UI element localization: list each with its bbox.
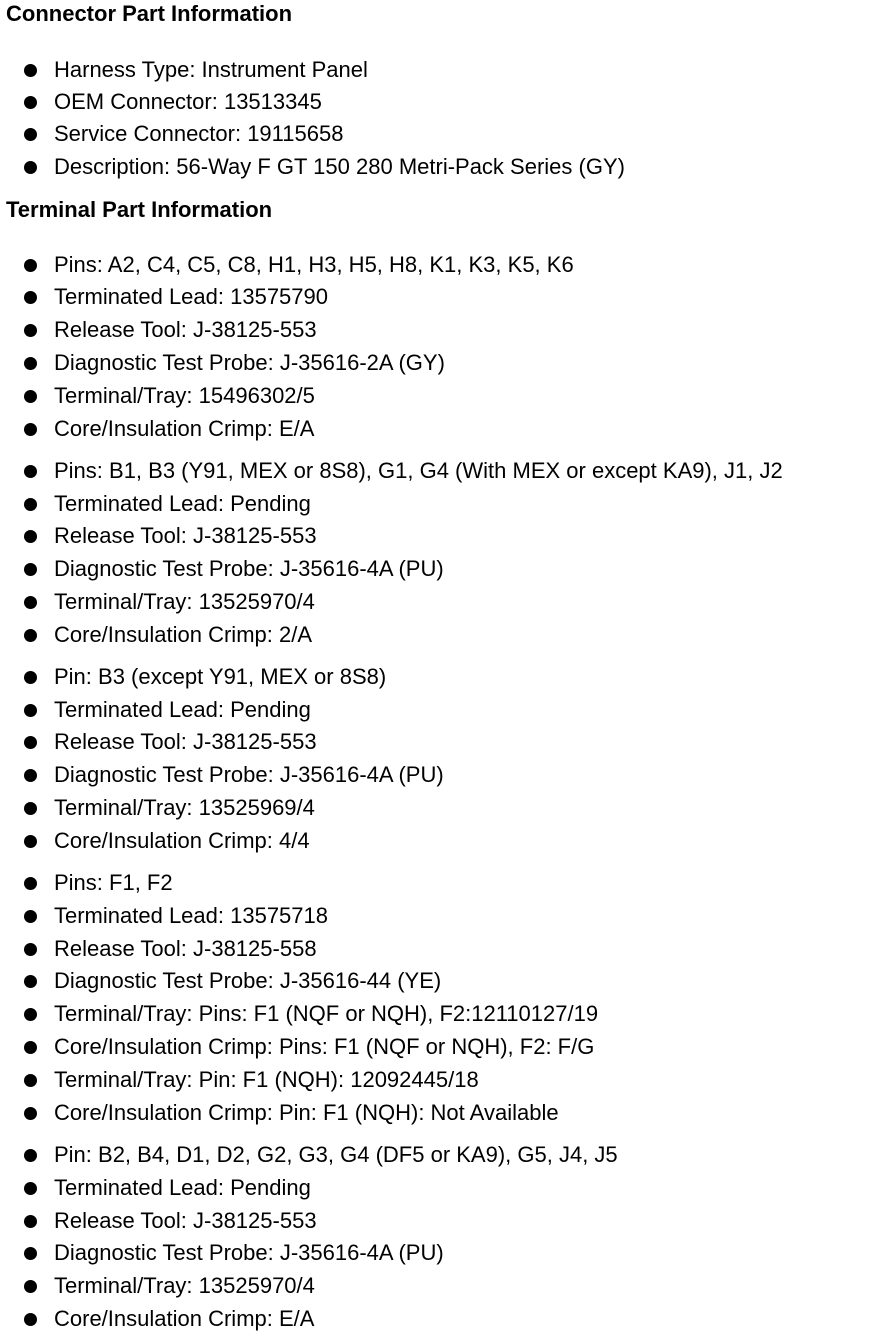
bullet-icon — [24, 530, 37, 543]
list-item-text: Terminal/Tray: Pin: F1 (NQH): 12092445/18 — [54, 1067, 479, 1092]
list-item-text: Diagnostic Test Probe: J-35616-44 (YE) — [54, 968, 442, 993]
bullet-icon — [24, 1074, 37, 1087]
bullet-icon — [24, 423, 37, 436]
list-item-text: Pin: B3 (except Y91, MEX or 8S8) — [54, 664, 387, 689]
bullet-icon — [24, 629, 37, 642]
bullet-icon — [24, 671, 37, 684]
bullet-icon — [24, 1041, 37, 1054]
bullet-icon — [24, 498, 37, 511]
bullet-icon — [24, 128, 37, 141]
bullet-icon — [24, 465, 37, 478]
list-item-text: Terminal/Tray: 13525970/4 — [54, 589, 315, 614]
list-item-text: Pin: B2, B4, D1, D2, G2, G3, G4 (DF5 or KA9), G5, J4, J5 — [54, 1142, 618, 1167]
list-item-text: Description: 56-Way F GT 150 280 Metri-Pack Series (GY) — [54, 154, 625, 179]
bullet-icon — [24, 910, 37, 923]
list-item-text: Terminated Lead: 13575718 — [54, 903, 328, 928]
list-item-text: Core/Insulation Crimp: Pins: F1 (NQF or NQH), F2: F/G — [54, 1034, 595, 1059]
bullet-icon — [24, 835, 37, 848]
list-item-text: Terminal/Tray: 15496302/5 — [54, 383, 315, 408]
list-item-text: Core/Insulation Crimp: Pin: F1 (NQH): Not Available — [54, 1100, 559, 1125]
list-item-text: Pins: A2, C4, C5, C8, H1, H3, H5, H8, K1, K3, K5, K6 — [54, 252, 574, 277]
terminal-section-title: Terminal Part Information — [6, 197, 273, 222]
bullet-icon — [24, 975, 37, 988]
bullet-icon — [24, 1247, 37, 1260]
list-item-text: Terminated Lead: 13575790 — [54, 284, 328, 309]
list-item-text: Release Tool: J-38125-553 — [54, 1208, 317, 1233]
list-item-text: Terminated Lead: Pending — [54, 491, 311, 516]
bullet-icon — [24, 1107, 37, 1120]
bullet-icon — [24, 324, 37, 337]
bullet-icon — [24, 1215, 37, 1228]
bullet-icon — [24, 1149, 37, 1162]
bullet-icon — [24, 1280, 37, 1293]
list-item-text: Release Tool: J-38125-553 — [54, 523, 317, 548]
bullet-icon — [24, 161, 37, 174]
bullet-icon — [24, 563, 37, 576]
bullet-icon — [24, 96, 37, 109]
list-item-text: Release Tool: J-38125-558 — [54, 936, 317, 961]
list-item-text: Core/Insulation Crimp: E/A — [54, 416, 315, 441]
list-item-text: Core/Insulation Crimp: 4/4 — [54, 828, 310, 853]
list-item-text: Terminal/Tray: Pins: F1 (NQF or NQH), F2:12110127/19 — [54, 1001, 599, 1026]
list-item-text: Terminated Lead: Pending — [54, 697, 311, 722]
bullet-icon — [24, 802, 37, 815]
bullet-icon — [24, 259, 37, 272]
list-item-text: Terminated Lead: Pending — [54, 1175, 311, 1200]
list-item-text: Diagnostic Test Probe: J-35616-2A (GY) — [54, 350, 445, 375]
list-item-text: Diagnostic Test Probe: J-35616-4A (PU) — [54, 1240, 444, 1265]
bullet-icon — [24, 596, 37, 609]
list-item-text: Core/Insulation Crimp: E/A — [54, 1306, 315, 1331]
list-item-text: Pins: B1, B3 (Y91, MEX or 8S8), G1, G4 (With MEX or except KA9), J1, J2 — [54, 458, 783, 483]
list-item-text: Service Connector: 19115658 — [54, 121, 344, 146]
list-item-text: Terminal/Tray: 13525970/4 — [54, 1273, 315, 1298]
connector-section-title: Connector Part Information — [6, 1, 293, 26]
bullet-icon — [24, 704, 37, 717]
list-item-text: Release Tool: J-38125-553 — [54, 729, 317, 754]
bullet-icon — [24, 390, 37, 403]
bullet-icon — [24, 877, 37, 890]
bullet-icon — [24, 357, 37, 370]
list-item-text: Core/Insulation Crimp: 2/A — [54, 622, 312, 647]
bullet-icon — [24, 1313, 37, 1326]
bullet-icon — [24, 1008, 37, 1021]
list-item-text: Terminal/Tray: 13525969/4 — [54, 795, 315, 820]
bullet-icon — [24, 64, 37, 77]
list-item-text: Harness Type: Instrument Panel — [54, 57, 368, 82]
list-item-text: Diagnostic Test Probe: J-35616-4A (PU) — [54, 762, 444, 787]
list-item-text: Pins: F1, F2 — [54, 870, 173, 895]
bullet-icon — [24, 943, 37, 956]
bullet-icon — [24, 1182, 37, 1195]
list-item-text: OEM Connector: 13513345 — [54, 89, 322, 114]
list-item-text: Diagnostic Test Probe: J-35616-4A (PU) — [54, 556, 444, 581]
bullet-icon — [24, 736, 37, 749]
bullet-icon — [24, 291, 37, 304]
list-item-text: Release Tool: J-38125-553 — [54, 317, 317, 342]
bullet-icon — [24, 769, 37, 782]
